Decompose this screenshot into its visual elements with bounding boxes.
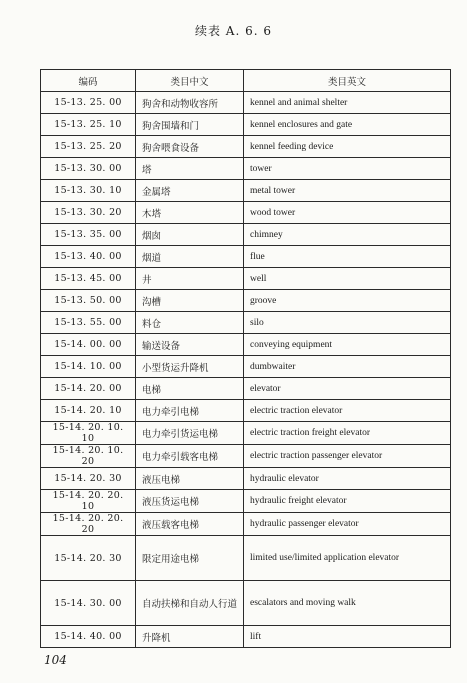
english-name-cell: kennel enclosures and gate [244,114,451,136]
table-row [41,246,451,268]
english-name-cell: hydraulic passenger elevator [244,513,451,536]
table-row [41,581,451,626]
english-name-cell: wood tower [244,202,451,224]
code-cell: 15-13. 50. 00 [41,290,136,312]
table-row [41,378,451,400]
table-row [41,513,451,536]
code-cell: 15-14. 20. 10. 20 [41,445,136,468]
chinese-name-cell: 电力牵引载客电梯 [136,445,244,468]
code-cell: 15-14. 40. 00 [41,626,136,648]
code-cell: 15-13. 45. 00 [41,268,136,290]
table-row [41,490,451,513]
chinese-name-cell: 电力牵引电梯 [136,400,244,422]
chinese-name-cell: 液压载客电梯 [136,513,244,536]
table-row [41,400,451,422]
english-name-cell: lift [244,626,451,648]
english-name-cell: conveying equipment [244,334,451,356]
chinese-name-cell: 升降机 [136,626,244,648]
table-row [41,268,451,290]
english-name-cell: kennel feeding device [244,136,451,158]
code-cell: 15-14. 20. 00 [41,378,136,400]
chinese-name-cell: 狗舍喂食设备 [136,136,244,158]
chinese-name-cell: 电梯 [136,378,244,400]
header-code: 编码 [41,70,136,92]
page-number: 104 [44,653,67,667]
table-row [41,334,451,356]
table-row [41,445,451,468]
table-row [41,356,451,378]
english-name-cell: elevator [244,378,451,400]
chinese-name-cell: 液压电梯 [136,468,244,490]
table-row [41,290,451,312]
code-cell: 15-13. 30. 20 [41,202,136,224]
code-cell: 15-13. 35. 00 [41,224,136,246]
code-cell: 15-14. 20. 20. 10 [41,490,136,513]
code-cell: 15-13. 40. 00 [41,246,136,268]
english-name-cell: flue [244,246,451,268]
english-name-cell: tower [244,158,451,180]
code-cell: 15-13. 30. 10 [41,180,136,202]
chinese-name-cell: 烟囱 [136,224,244,246]
code-cell: 15-14. 20. 10. 10 [41,422,136,445]
chinese-name-cell: 限定用途电梯 [136,536,244,581]
code-cell: 15-14. 00. 00 [41,334,136,356]
code-cell: 15-13. 55. 00 [41,312,136,334]
chinese-name-cell: 烟道 [136,246,244,268]
english-name-cell: limited use/limited application elevator [244,536,451,581]
code-cell: 15-14. 20. 30 [41,468,136,490]
table-row [41,136,451,158]
table-row [41,626,451,648]
classification-table [40,69,451,648]
chinese-name-cell: 输送设备 [136,334,244,356]
header-chinese-name: 类目中文 [136,70,244,92]
code-cell: 15-13. 25. 10 [41,114,136,136]
table-row [41,114,451,136]
english-name-cell: chimney [244,224,451,246]
chinese-name-cell: 木塔 [136,202,244,224]
table-row [41,224,451,246]
english-name-cell: well [244,268,451,290]
chinese-name-cell: 液压货运电梯 [136,490,244,513]
table-row [41,312,451,334]
english-name-cell: electric traction elevator [244,400,451,422]
table-caption: 续表 A. 6. 6 [194,24,272,38]
table-row [41,92,451,114]
chinese-name-cell: 电力牵引货运电梯 [136,422,244,445]
chinese-name-cell: 沟槽 [136,290,244,312]
code-cell: 15-13. 25. 00 [41,92,136,114]
table-row [41,422,451,445]
english-name-cell: kennel and animal shelter [244,92,451,114]
chinese-name-cell: 小型货运升降机 [136,356,244,378]
table-row [41,468,451,490]
table-header-row [41,70,451,92]
chinese-name-cell: 狗舍和动物收容所 [136,92,244,114]
code-cell: 15-13. 30. 00 [41,158,136,180]
english-name-cell: hydraulic freight elevator [244,490,451,513]
table-row [41,202,451,224]
table-row [41,158,451,180]
code-cell: 15-14. 20. 20. 20 [41,513,136,536]
chinese-name-cell: 料仓 [136,312,244,334]
english-name-cell: metal tower [244,180,451,202]
code-cell: 15-14. 30. 00 [41,581,136,626]
english-name-cell: escalators and moving walk [244,581,451,626]
english-name-cell: hydraulic elevator [244,468,451,490]
code-cell: 15-14. 20. 30 [41,536,136,581]
chinese-name-cell: 狗舍围墙和门 [136,114,244,136]
english-name-cell: dumbwaiter [244,356,451,378]
header-english-name: 类目英文 [244,70,451,92]
english-name-cell: silo [244,312,451,334]
code-cell: 15-14. 20. 10 [41,400,136,422]
table-row [41,536,451,581]
chinese-name-cell: 金属塔 [136,180,244,202]
chinese-name-cell: 自动扶梯和自动人行道 [136,581,244,626]
chinese-name-cell: 井 [136,268,244,290]
english-name-cell: electric traction freight elevator [244,422,451,445]
code-cell: 15-13. 25. 20 [41,136,136,158]
table-row [41,180,451,202]
code-cell: 15-14. 10. 00 [41,356,136,378]
english-name-cell: groove [244,290,451,312]
english-name-cell: electric traction passenger elevator [244,445,451,468]
chinese-name-cell: 塔 [136,158,244,180]
